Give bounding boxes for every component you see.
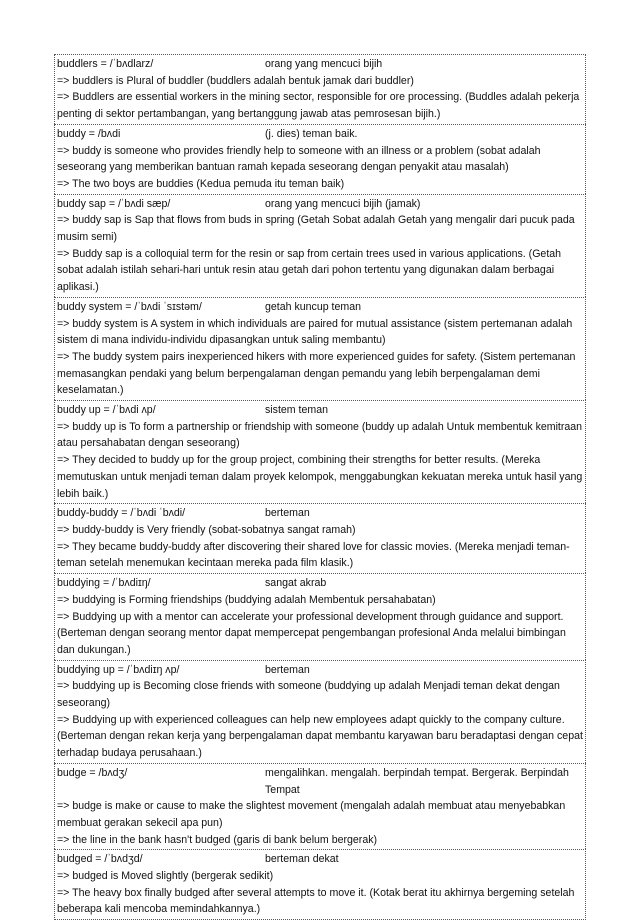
entry-header <box>57 505 583 522</box>
entry-example: => Buddying up with a mentor can accelerate your professional development through guidance and support. (Berteman dengan seorang mentor dapat mempercepat pengembangan profesional Anda melalui bimbingan dan dukungan.) <box>57 610 566 656</box>
entry-term: buddy system = /ˈbʌdi ˈsɪstəm/ <box>57 300 202 313</box>
entry-term: budge = /bʌdʒ/ <box>57 766 128 779</box>
entry-term: buddy-buddy = /ˈbʌdi ˈbʌdi/ <box>57 507 186 520</box>
glossary-entry <box>54 660 586 763</box>
entry-meaning: (j. dies) teman baik. <box>265 127 358 140</box>
entry-header <box>57 402 583 419</box>
entry-header <box>57 765 583 798</box>
entry-header <box>57 662 583 679</box>
entry-header <box>57 299 583 316</box>
entry-example: => They became buddy-buddy after discovering their shared love for classic movies. (Mereka menjadi teman-teman setelah menemukan kecintaan mereka pada film klasik.) <box>57 540 570 570</box>
entry-term: buddying = /ˈbʌdiɪŋ/ <box>57 577 151 590</box>
entry-term: buddy up = /ˈbʌdi ʌp/ <box>57 404 156 417</box>
entry-meaning: sistem teman <box>265 404 328 417</box>
entry-meaning: orang yang mencuci bijih (jamak) <box>265 197 421 210</box>
glossary-entry <box>54 849 586 920</box>
entry-definition: => buddying is Forming friendships (buddying adalah Membentuk persahabatan) <box>57 593 436 606</box>
entry-term: budged = /ˈbʌdʒd/ <box>57 853 143 866</box>
glossary-entry <box>54 573 586 660</box>
entry-definition: => buddying up is Becoming close friends with someone (buddying up adalah Menjadi teman dekat dengan seseorang) <box>57 680 560 710</box>
entry-meaning: orang yang mencuci bijih <box>265 58 383 70</box>
entry-example: => Buddy sap is a colloquial term for the resin or sap from certain trees used in various applications. (Getah sobat adalah istilah sehari-hari untuk resin atau getah dari pohon tertentu yang digunakan dalam berbagai aplikasi.) <box>57 247 562 294</box>
entry-term: buddying up = /ˈbʌdiɪŋ ʌp/ <box>57 663 180 676</box>
entry-meaning: berteman <box>265 663 310 676</box>
glossary-entry <box>54 400 586 503</box>
entry-meaning: berteman <box>265 507 310 520</box>
entry-term: buddlers = /ˈbʌdlarz/ <box>57 58 154 70</box>
entry-definition: => buddy sap is Sap that flows from buds in spring (Getah Sobat adalah Getah yang mengalir dari pucuk pada musim semi) <box>57 214 575 244</box>
entry-definition: => buddy is someone who provides friendly help to someone with an illness or a problem (sobat adalah seseorang yang memberikan bantuan ramah kepada seseorang dengan penyakit atau masalah) <box>57 144 541 174</box>
entry-example: => They decided to buddy up for the group project, combining their strengths for better results. (Mereka memutuskan untuk menjadi teman dalam proyek kelompok, menggabungkan kekuatan mereka untuk hasil yang lebih baik.) <box>57 454 583 500</box>
entry-header <box>57 126 583 143</box>
entry-example: => The two boys are buddies (Kedua pemuda itu teman baik) <box>57 177 345 190</box>
entry-definition: => buddy-buddy is Very friendly (sobat-sobatnya sangat ramah) <box>57 523 356 536</box>
glossary-entry <box>54 297 586 400</box>
entry-header <box>57 196 583 213</box>
glossary-entry <box>54 194 586 297</box>
glossary-entry <box>54 54 586 124</box>
entry-definition: => buddy up is To form a partnership or friendship with someone (buddy up adalah Untuk membentuk kemitraan atau persahabatan dengan seseorang) <box>57 420 583 450</box>
entry-definition: => buddy system is A system in which individuals are paired for mutual assistance (sistem pertemanan adalah sistem di mana individu-individu dipasangkan untuk saling membantu) <box>57 317 573 347</box>
entry-term: buddy = /bʌdi <box>57 127 121 140</box>
entry-meaning: mengalihkan. mengalah. berpindah tempat. Bergerak. Berpindah Tempat <box>265 766 569 796</box>
entry-meaning: berteman dekat <box>265 853 339 866</box>
entry-example: => The buddy system pairs inexperienced hikers with more experienced guides for safety. (Sistem pertemanan memasangkan pendaki yang belum berpengalaman dengan pemandu yang lebih berpengalaman demi keselamatan.) <box>57 350 576 397</box>
glossary-entry <box>54 124 586 194</box>
entry-example: => The heavy box finally budged after several attempts to move it. (Kotak berat itu akhirnya bergeming setelah beberapa kali mencoba memindahkannya.) <box>57 886 575 916</box>
glossary-entry <box>54 503 586 573</box>
glossary-page <box>54 54 586 920</box>
entry-example: => the line in the bank hasn't budged (garis di bank belum bergerak) <box>57 833 378 846</box>
entry-meaning: getah kuncup teman <box>265 300 362 313</box>
entry-example: => Buddlers are essential workers in the mining sector, responsible for ore processing. (Buddles adalah pekerja penting di sektor pertambangan, yang bertanggung jawab atas pemrosesan bijih.) <box>57 91 580 121</box>
glossary-entry <box>54 763 586 850</box>
entry-header <box>57 851 583 868</box>
entry-header <box>57 56 583 73</box>
entry-meaning: sangat akrab <box>265 577 327 590</box>
entry-definition: => buddlers is Plural of buddler (buddlers adalah bentuk jamak dari buddler) <box>57 74 414 87</box>
entry-definition: => budge is make or cause to make the slightest movement (mengalah adalah membuat atau menyebabkan membuat gerakan sekecil apa pun) <box>57 800 566 829</box>
entry-definition: => budged is Moved slightly (bergerak sedikit) <box>57 870 274 883</box>
entry-example: => Buddying up with experienced colleagues can help new employees adapt quickly to the company culture. (Berteman dengan rekan kerja yang berpengalaman dapat membantu karyawan baru beradaptasi dengan cepat terhadap budaya perusahaan.) <box>57 713 583 760</box>
entry-term: buddy sap = /ˈbʌdi sæp/ <box>57 197 171 210</box>
entry-header <box>57 575 583 592</box>
